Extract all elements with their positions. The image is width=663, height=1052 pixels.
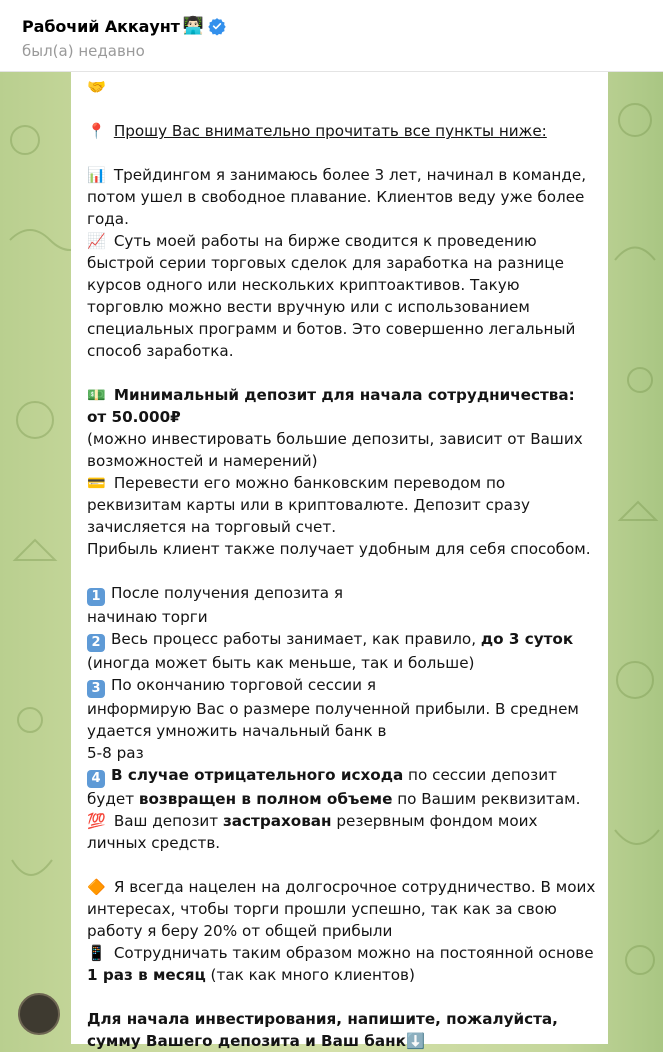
min-deposit-text: Минимальный депозит для начала сотрудничества: от 50.000₽ (87, 386, 575, 426)
verified-badge-icon (208, 17, 226, 35)
down-arrow-emoji: ⬇️ (405, 1032, 425, 1050)
pin-line (87, 120, 596, 142)
pin-text: Прошу Вас внимательно прочитать все пункты ниже: (113, 122, 547, 140)
step4-text2: по Вашим реквизитам. (397, 790, 581, 808)
deposit-note: (можно инвестировать большие депозиты, зависит от Ваших возможностей и намерений) (87, 430, 583, 470)
transfer-text: Перевести его можно банковским переводом по реквизитам карты или в криптовалюте. Депозит сразу зачисляется на торговый счет. (87, 474, 530, 536)
chat-title-row (22, 14, 663, 38)
message-text (87, 56, 596, 1052)
insured-text-a: Ваш депозит (113, 812, 219, 830)
chat-title[interactable]: Рабочий Аккаунт (22, 16, 180, 36)
money-emoji: 💵 (87, 386, 106, 404)
step4-line (87, 764, 596, 810)
trend-emoji: 📈 (87, 232, 106, 250)
cooperate-text: Сотрудничать таким образом можно на постоянной основе (113, 944, 594, 962)
step1-continuation: начинаю торги (87, 608, 208, 626)
cooperate-note: (так как много клиентов) (210, 966, 415, 984)
step2-line (87, 628, 596, 652)
keycap-4-icon: 4 (87, 770, 105, 788)
transfer-paragraph (87, 472, 596, 538)
step3-line (87, 674, 596, 698)
step4-bold1: В случае отрицательного исхода (111, 766, 404, 784)
step2-bold: до 3 суток (480, 630, 574, 648)
essence-text: Суть моей работы на бирже сводится к проведению быстрой серии торговых сделок для заработка на разнице курсов одного или нескольких криптоактивов. Такую торговлю можно вести вручную или с использованием специальных программ и ботов. Это совершенно легальный способ заработка. (87, 232, 576, 360)
card-emoji: 💳 (87, 474, 106, 492)
sender-avatar[interactable] (18, 993, 60, 1035)
step2-note: (иногда может быть как меньше, так и больше) (87, 654, 475, 672)
step4-bold2: возвращен в полном объеме (138, 790, 393, 808)
step2-text: Весь процесс работы занимает, как правило, (111, 630, 477, 648)
chat-header[interactable] (0, 0, 663, 72)
diamond-emoji: 🔶 (87, 878, 106, 896)
cta-text: Для начала инвестирования, напишите, пожалуйста, сумму Вашего депозита и Ваш банк (87, 1010, 558, 1050)
step1-text: После получения депозита я (111, 584, 344, 602)
step4-text1: по сессии депозит будет (87, 766, 557, 808)
longterm-paragraph (87, 876, 596, 942)
essence-paragraph (87, 230, 596, 362)
keycap-2-icon: 2 (87, 634, 105, 652)
experience-text: Трейдингом я занимаюсь более 3 лет, начинал в команде, потом ушел в свободное плавание. Клиентов веду уже более года. (87, 166, 587, 228)
phone-emoji: 📱 (87, 944, 106, 962)
profit-method: Прибыль клиент также получает удобным для себя способом. (87, 540, 591, 558)
hundred-emoji: 💯 (87, 812, 106, 830)
message-bubble[interactable] (71, 44, 608, 1050)
step1-line (87, 582, 596, 606)
handshake-emoji: 🤝 (87, 78, 106, 96)
technologist-emoji: 👨🏻‍💻 (182, 16, 204, 36)
insured-bold: застрахован (222, 812, 332, 830)
last-seen-status: был(а) недавно (22, 42, 145, 60)
step3-continuation: информирую Вас о размере полученной прибыли. В среднем удается умножить начальный банк в (87, 700, 579, 740)
cooperate-paragraph (87, 942, 596, 986)
pin-emoji: 📍 (87, 122, 106, 140)
insured-text-b: резервным фондом моих личных средств. (87, 812, 538, 852)
handshake-line (87, 76, 596, 98)
cta-paragraph (87, 1008, 596, 1052)
chart-emoji: 📊 (87, 166, 106, 184)
cooperate-bold: 1 раз в месяц (87, 966, 206, 984)
keycap-3-icon: 3 (87, 680, 105, 698)
step3-multiplier: 5-8 раз (87, 744, 144, 762)
experience-paragraph (87, 164, 596, 230)
keycap-1-icon: 1 (87, 588, 105, 606)
min-deposit-paragraph (87, 384, 596, 428)
step3-text: По окончанию торговой сессии я (111, 676, 377, 694)
insured-paragraph (87, 810, 596, 854)
longterm-text: Я всегда нацелен на долгосрочное сотрудничество. В моих интересах, чтобы торги прошли успешно, так как за свою работу я беру 20% от общей прибыли (87, 878, 596, 940)
